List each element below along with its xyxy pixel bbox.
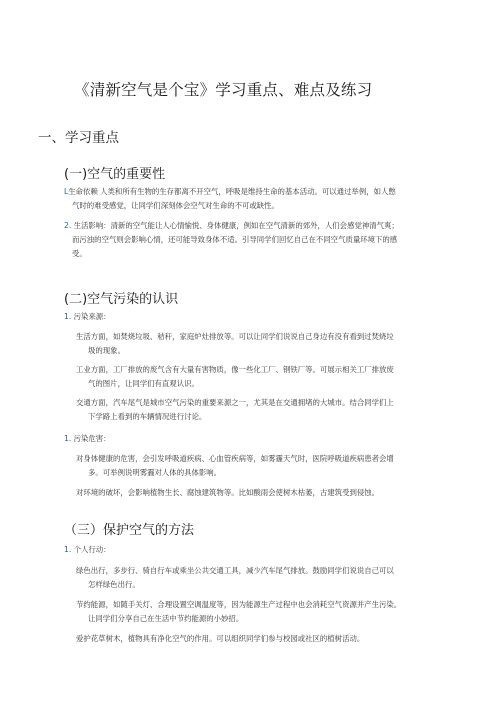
item-number: 1. xyxy=(64,545,72,554)
document-title: 《清新空气是个宝》学习重点、难点及练习 xyxy=(74,81,373,99)
paragraph-line: 对身体健康的危害，会引发呼吸道疾病、心血管疾病等，如雾霾天气时，医院呼吸道疾病患者会增 xyxy=(76,454,394,463)
paragraph-line: 而污浊的空气则会影响心情，还可能导致身体不适。引导同学们回忆自己在不同空气质量环境下的感 xyxy=(72,235,398,244)
paragraph-line: 生命依赖 人类和所有生物的生存都离不开空气，呼吸是维持生命的基本活动。可以通过举例，如人憋 xyxy=(68,187,396,196)
paragraph-line: 生活方面，如焚烧垃圾、秸秆，家庭炉灶排放等。可以让同学们说说自己身边有没有看到过焚烧垃 xyxy=(76,332,394,341)
list-item xyxy=(64,312,111,322)
list-item xyxy=(64,221,399,231)
paragraph-line: 工业方面，工厂排放的废气含有大量有害物质，像一些化工厂、钢铁厂等。可展示相关工厂排放废 xyxy=(76,365,394,374)
item-number: 1. xyxy=(64,312,72,321)
paragraph-line: 绿色出行，多步行、骑自行车或乘坐公共交通工具，减少汽车尾气排放。鼓励同学们说说自己可以 xyxy=(76,566,394,575)
paragraph-line: 节约能源，如随手关灯、合理设置空调温度等，因为能源生产过程中也会消耗空气资源并产生污染。 xyxy=(76,600,402,609)
paragraph-line: 生活影响：清新的空气能让人心情愉悦、身体健康，例如在空气清新的郊外，人们会感觉神清气爽； xyxy=(73,221,399,230)
paragraph-line: 受。 xyxy=(72,249,87,258)
item-label: 个人行动： xyxy=(73,545,111,554)
subheading-protect-air: （三）保护空气的方法 xyxy=(64,523,195,538)
paragraph-line: 交通方面，汽车尾气是城市空气污染的重要来源之一，尤其是在交通拥堵的大城市。结合同学们上 xyxy=(76,398,394,407)
item-number: 1. xyxy=(64,434,72,443)
item-label: 污染危害： xyxy=(73,434,111,443)
paragraph-line: 对环境的破坏，会影响植物生长、腐蚀建筑物等。比如酸雨会使树木枯萎，古建筑受到侵蚀。 xyxy=(76,488,380,497)
paragraph-line: 爱护花草树木，植物具有净化空气的作用。可以组织同学们参与校园或社区的植树活动。 xyxy=(76,634,365,643)
paragraph-line: 气时的难受感觉，让同学们深刻体会空气对生命的不可或缺性。 xyxy=(72,201,279,210)
paragraph-line: 怎样绿色出行。 xyxy=(88,580,140,589)
section-heading-key-points: 一、学习重点 xyxy=(38,130,119,146)
paragraph-line: 圾的现象。 xyxy=(88,346,125,355)
item-number: L xyxy=(64,187,69,196)
subheading-air-pollution: (二)空气污染的认识 xyxy=(64,292,179,307)
paragraph-line: 下学路上看到的车辆情况进行讨论。 xyxy=(88,412,207,421)
paragraph-line: 气的图片，让同学们有直观认识。 xyxy=(88,379,199,388)
item-label: 污染来源： xyxy=(73,312,111,321)
list-item xyxy=(64,434,111,444)
list-item xyxy=(64,545,111,555)
subheading-importance-of-air: (一)空气的重要性 xyxy=(64,167,166,182)
item-number: 2. xyxy=(64,221,72,230)
list-item xyxy=(64,187,396,197)
paragraph-line: 多。可举例说明雾霾对人体的具体影响。 xyxy=(88,468,222,477)
paragraph-line: 让同学们分享自己在生活中节约能源的小妙招。 xyxy=(88,614,244,623)
